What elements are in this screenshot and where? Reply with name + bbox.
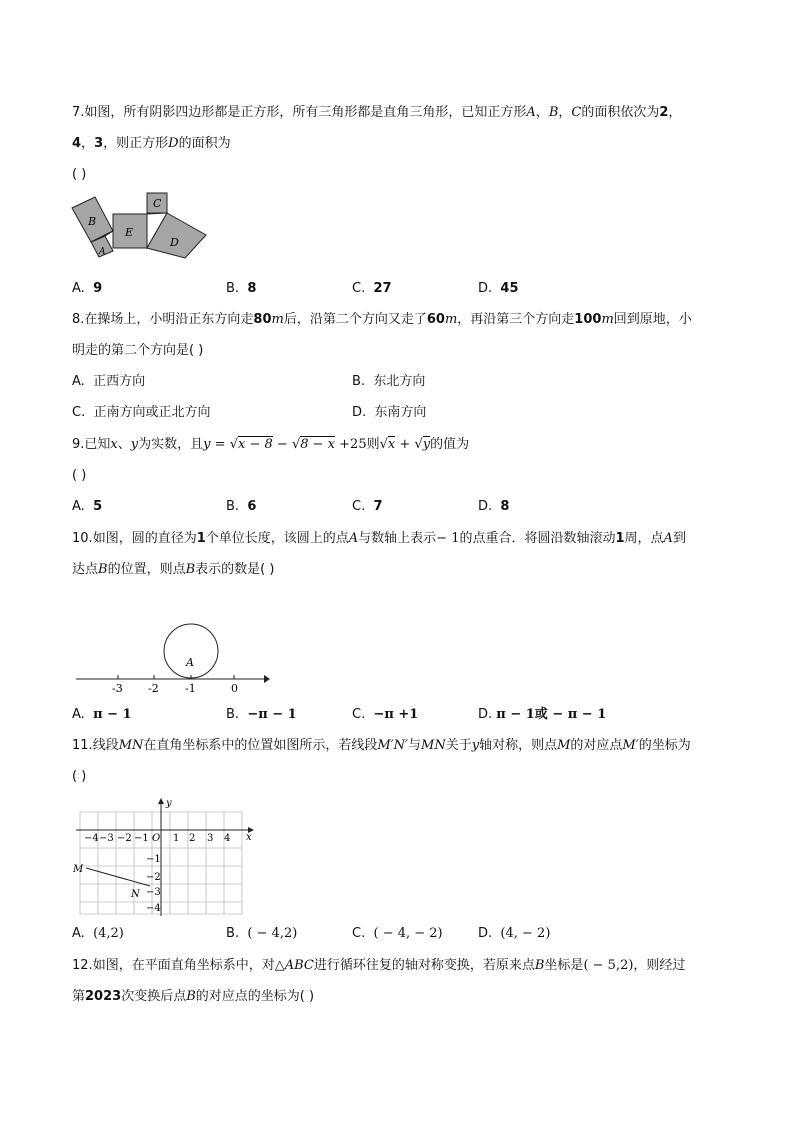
- q8-option-d[interactable]: D. 东南方向: [352, 405, 427, 420]
- sqrt-y: √y: [414, 437, 431, 452]
- segment-MN: [86, 868, 150, 886]
- q11-coordinate-grid-figure: [70, 796, 260, 920]
- q8-option-c[interactable]: C. 正南方向或正北方向: [72, 405, 211, 420]
- q7-paren: ( ): [72, 167, 87, 182]
- q7-squares-figure: [70, 190, 210, 260]
- sqrt-1: √x − 8: [229, 437, 273, 452]
- xtick-3: 3: [207, 833, 214, 844]
- q11-line1: 11.线段MN在直角坐标系中的位置如图所示，若线段M′N′与MN关于y轴对称，则点M的对应点M′的坐标为: [72, 738, 691, 753]
- q9-option-c[interactable]: C. 7: [352, 499, 383, 514]
- xtick-2: 2: [189, 833, 196, 844]
- q11-option-c[interactable]: C. ( − 4, − 2): [352, 926, 443, 941]
- arrow-head: [264, 675, 270, 683]
- q10-line1: 10.如图，圆的直径为1个单位长度，该圆上的点A与数轴上表示− 1的点重合．将圆沿数轴滚动1周，点A到: [72, 531, 686, 546]
- q7-option-c[interactable]: C. 27: [352, 281, 392, 296]
- q9-paren: ( ): [72, 468, 87, 483]
- tick-label-neg2: -2: [148, 682, 159, 695]
- label-C: C: [153, 197, 162, 210]
- point-N-label: N: [131, 889, 140, 900]
- q9-option-d[interactable]: D. 8: [478, 499, 510, 514]
- q11-paren: ( ): [72, 769, 87, 784]
- q7-option-a[interactable]: A. 9: [72, 281, 103, 296]
- tick-label-neg3: -3: [112, 682, 123, 695]
- q10-option-d[interactable]: D. π − 1或 − π − 1: [478, 707, 607, 722]
- xtick-neg2: −2: [117, 833, 132, 844]
- xtick-4: 4: [224, 833, 231, 844]
- xtick-neg4: −4: [84, 833, 99, 844]
- ytick-neg3: −3: [146, 887, 161, 898]
- xtick-1: 1: [173, 833, 180, 844]
- q10-option-c[interactable]: C. −π +1: [352, 707, 419, 722]
- tick-label-0: 0: [231, 682, 238, 695]
- q10-number-line-figure: [72, 618, 272, 698]
- label-D: D: [170, 236, 179, 249]
- q8-line1: 8.在操场上，小明沿正东方向走80m后，沿第二个方向又走了60m，再沿第三个方向走100m回到原地，小: [72, 312, 692, 327]
- q11-option-d[interactable]: D. (4, − 2): [478, 926, 551, 941]
- q7-line1: 7.如图，所有阴影四边形都是正方形，所有三角形都是直角三角形，已知正方形A，B，C的面积依次为2，: [72, 105, 682, 120]
- q7-option-d[interactable]: D. 45: [478, 281, 519, 296]
- q12-line2: 第2023次变换后点B的对应点的坐标为( ): [72, 989, 315, 1004]
- q7-option-b[interactable]: B. 8: [226, 281, 257, 296]
- q12-line1: 12.如图，在平面直角坐标系中，对△ABC进行循环往复的轴对称变换，若原来点B坐标是( − 5,2)，则经过: [72, 958, 686, 973]
- q10-option-b[interactable]: B. −π − 1: [226, 707, 297, 722]
- point-A-label: A: [186, 656, 194, 669]
- x-axis-label: x: [246, 832, 252, 843]
- label-E: E: [125, 226, 134, 239]
- q10-line2: 达点B的位置，则点B表示的数是( ): [72, 562, 275, 577]
- origin-label: O: [152, 833, 161, 844]
- sqrt-2: √8 − x: [291, 437, 336, 452]
- tick-label-neg1: -1: [185, 682, 196, 695]
- y-axis-label: y: [166, 798, 172, 809]
- q7-line2: 4，3，则正方形D的面积为: [72, 136, 231, 151]
- ytick-neg1: −1: [146, 854, 161, 865]
- label-B: B: [88, 215, 97, 228]
- point-M-label: M: [73, 864, 84, 875]
- rolling-circle: [164, 624, 218, 678]
- q11-option-a[interactable]: A. (4,2): [72, 926, 124, 941]
- q9-option-a[interactable]: A. 5: [72, 499, 103, 514]
- q9-line1: 9.已知x、y为实数，且y = √x − 8 − √8 − x +25则√x + √y的值为: [72, 437, 470, 452]
- q9-option-b[interactable]: B. 6: [226, 499, 257, 514]
- ytick-neg2: −2: [146, 872, 161, 883]
- q10-option-a[interactable]: A. π − 1: [72, 707, 132, 722]
- q8-option-b[interactable]: B. 东北方向: [352, 374, 426, 389]
- q8-line2: 明走的第二个方向是( ): [72, 343, 204, 358]
- sqrt-x: √x: [379, 437, 396, 452]
- label-A: A: [99, 247, 106, 257]
- ytick-neg4: −4: [146, 903, 161, 914]
- xtick-neg3: −3: [99, 833, 114, 844]
- q11-option-b[interactable]: B. ( − 4,2): [226, 926, 298, 941]
- q8-option-a[interactable]: A. 正西方向: [72, 374, 146, 389]
- xtick-neg1: −1: [134, 833, 149, 844]
